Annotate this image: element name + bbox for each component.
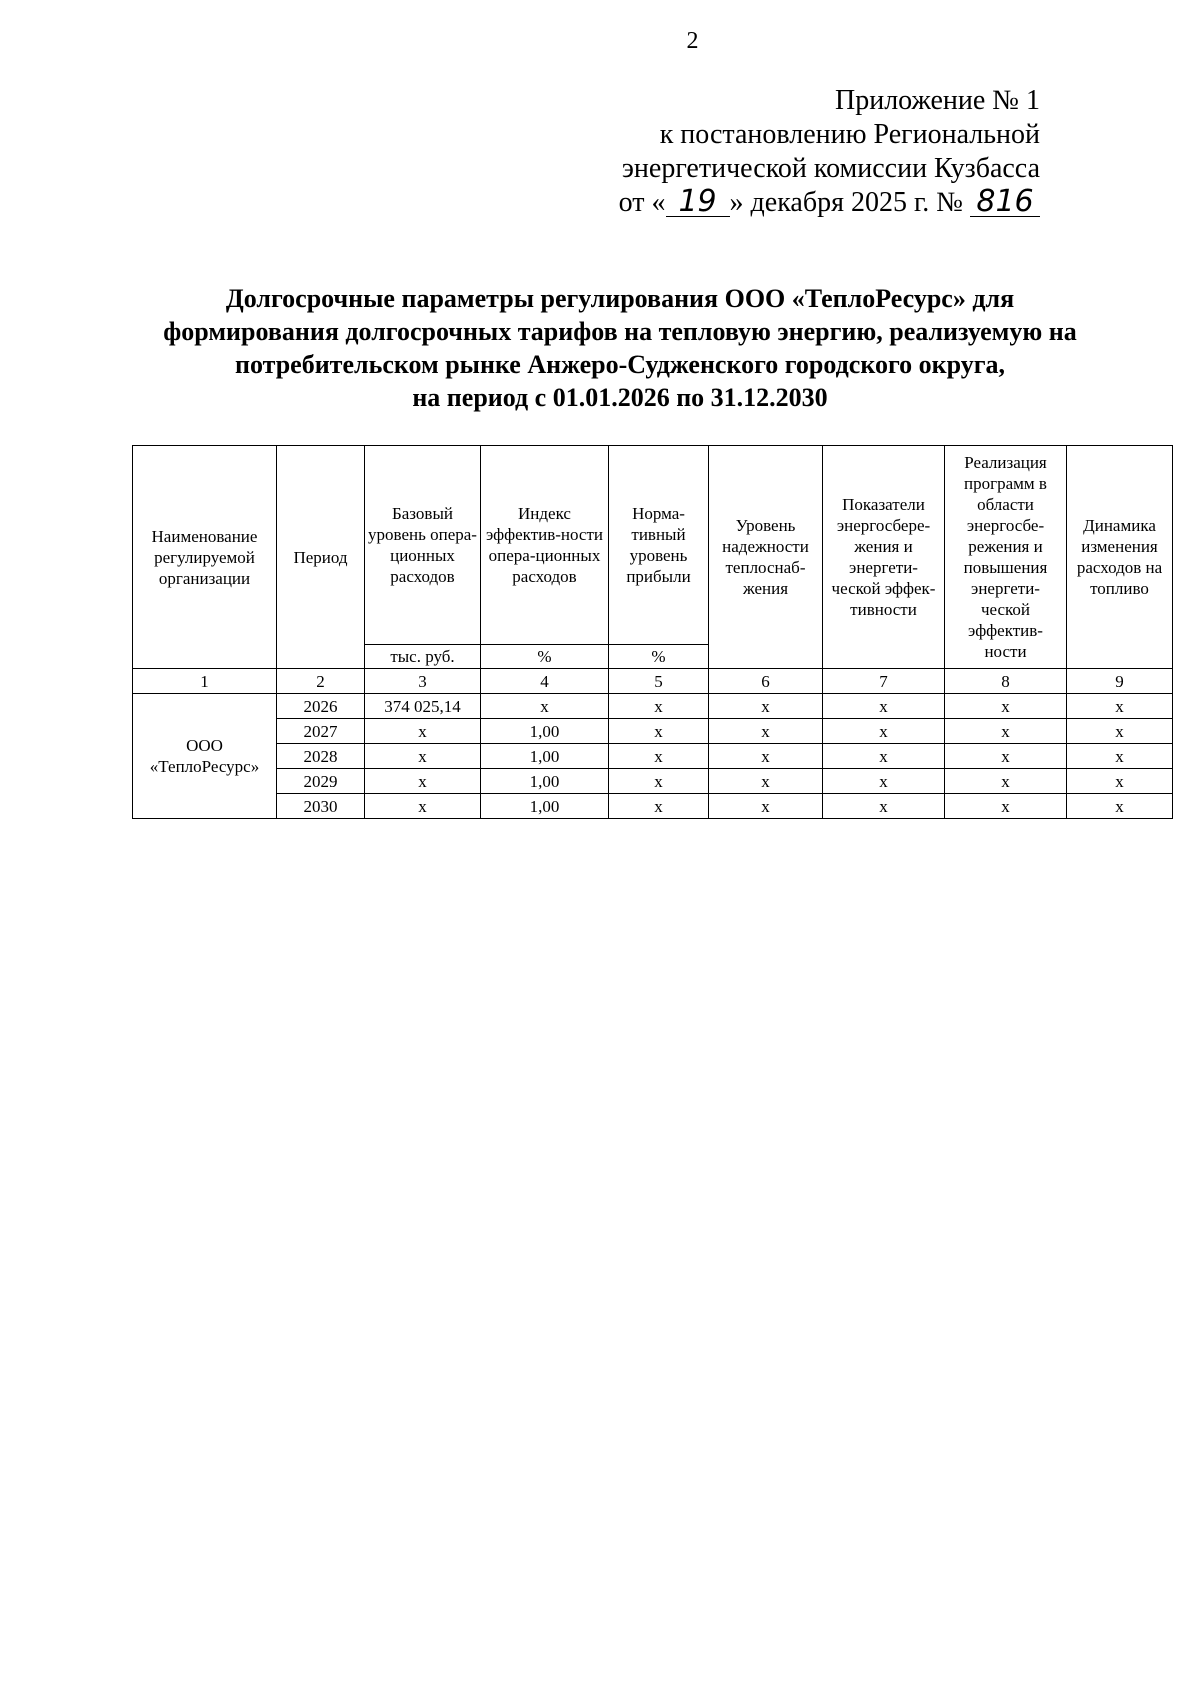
period-cell: 2029 — [277, 769, 365, 794]
handwritten-day: 19 — [666, 188, 730, 217]
period-cell: 2028 — [277, 744, 365, 769]
title-line-1: Долгосрочные параметры регулирования ООО «ТеплоРесурс» для — [225, 284, 1015, 313]
table-cell: х — [945, 694, 1067, 719]
title-line-3: потребительском рынке Анжеро-Судженского городского округа, — [234, 350, 1006, 379]
table-cell: 1,00 — [481, 794, 609, 819]
table-cell: х — [609, 719, 709, 744]
appendix-block — [440, 84, 1040, 220]
column-number: 4 — [481, 669, 609, 694]
handwritten-number: 816 — [970, 188, 1040, 217]
header-period: Период — [277, 446, 365, 669]
date-prefix: от « — [618, 187, 666, 218]
period-cell: 2030 — [277, 794, 365, 819]
table-cell: х — [823, 744, 945, 769]
table-row — [133, 694, 1173, 719]
table-cell: х — [945, 794, 1067, 819]
table-cell: х — [365, 769, 481, 794]
header-row — [133, 446, 1173, 645]
column-number: 7 — [823, 669, 945, 694]
table-cell: х — [823, 769, 945, 794]
header-programs: Реализация программ в области энергосбе-режения и повышения энергети-ческой эффектив-ности — [945, 446, 1067, 669]
unit-profit: % — [609, 645, 709, 669]
table-cell: х — [709, 694, 823, 719]
unit-base: тыс. руб. — [365, 645, 481, 669]
table-row — [133, 719, 1173, 744]
table-cell: х — [365, 744, 481, 769]
table-cell: х — [945, 719, 1067, 744]
column-number: 6 — [709, 669, 823, 694]
page-number: 2 — [686, 28, 699, 54]
column-number: 5 — [609, 669, 709, 694]
table-cell: 1,00 — [481, 744, 609, 769]
header-base: Базовый уровень опера-ционных расходов — [365, 446, 481, 645]
header-fuel: Динамика изменения расходов на топливо — [1067, 446, 1173, 669]
column-number-row — [133, 669, 1173, 694]
period-cell: 2026 — [277, 694, 365, 719]
table-cell: х — [945, 744, 1067, 769]
appendix-date-line — [440, 186, 1040, 220]
period-cell: 2027 — [277, 719, 365, 744]
header-efficiency: Показатели энергосбере-жения и энергети-ческой эффек-тивности — [823, 446, 945, 669]
table-cell: х — [823, 794, 945, 819]
table-cell: 1,00 — [481, 769, 609, 794]
unit-index: % — [481, 645, 609, 669]
column-number: 2 — [277, 669, 365, 694]
header-org: Наименование регулируемой организации — [133, 446, 277, 669]
table-cell: х — [609, 694, 709, 719]
column-number: 9 — [1067, 669, 1173, 694]
table-cell: х — [609, 744, 709, 769]
org-name-cell: ООО «ТеплоРесурс» — [133, 694, 277, 819]
table-cell: х — [1067, 794, 1173, 819]
table-cell: х — [709, 744, 823, 769]
table-row — [133, 744, 1173, 769]
column-number: 8 — [945, 669, 1067, 694]
header-index: Индекс эффектив-ности опера-ционных расходов — [481, 446, 609, 645]
header-profit: Норма-тивный уровень прибыли — [609, 446, 709, 645]
table-cell: х — [1067, 719, 1173, 744]
parameters-table — [132, 445, 1173, 819]
table-cell: х — [365, 794, 481, 819]
table-cell: х — [481, 694, 609, 719]
table-cell: х — [709, 769, 823, 794]
header-reliability: Уровень надежности теплоснаб-жения — [709, 446, 823, 669]
table-cell: х — [823, 694, 945, 719]
document-title — [120, 282, 1120, 414]
table-cell: х — [365, 719, 481, 744]
table-cell: х — [1067, 694, 1173, 719]
title-line-4: на период с 01.01.2026 по 31.12.2030 — [412, 383, 828, 412]
appendix-line-2: к постановлению Региональной — [659, 119, 1040, 150]
table-cell: 374 025,14 — [365, 694, 481, 719]
appendix-title: Приложение № 1 — [835, 85, 1040, 116]
table-cell: х — [609, 769, 709, 794]
table-row — [133, 794, 1173, 819]
table-cell: 1,00 — [481, 719, 609, 744]
table-cell: х — [709, 719, 823, 744]
title-line-2: формирования долгосрочных тарифов на тепловую энергию, реализуемую на — [163, 317, 1077, 346]
table-row — [133, 769, 1173, 794]
date-suffix: » декабря 2025 г. № — [729, 187, 963, 218]
table-cell: х — [1067, 744, 1173, 769]
column-number: 3 — [365, 669, 481, 694]
table-cell: х — [945, 769, 1067, 794]
table-cell: х — [709, 794, 823, 819]
table-cell: х — [609, 794, 709, 819]
table-cell: х — [1067, 769, 1173, 794]
column-number: 1 — [133, 669, 277, 694]
appendix-line-3: энергетической комиссии Кузбасса — [621, 153, 1040, 184]
table-cell: х — [823, 719, 945, 744]
